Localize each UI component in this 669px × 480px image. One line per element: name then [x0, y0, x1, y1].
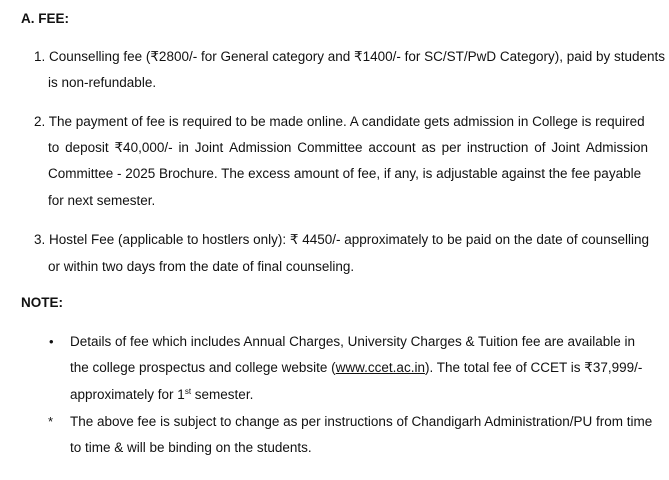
word: to — [48, 140, 60, 155]
word: Joint — [194, 140, 224, 155]
word: per — [441, 140, 462, 155]
item-3-text: Hostel Fee (applicable to hostlers only): ₹ 4450/- approximately to be paid on the date of counselling — [49, 232, 649, 247]
note-2-line-1: The above fee is subject to change as per instructions of Chandigarh Administration/PU from time — [70, 414, 653, 429]
note-1-superscript: st — [184, 387, 192, 396]
note-1-line-3-after: semester. — [191, 387, 254, 402]
word: Committee — [297, 140, 363, 155]
section-a-heading: A. FEE: — [21, 11, 70, 26]
item-2-line-4: for next semester. — [48, 193, 156, 208]
word: of — [534, 140, 546, 155]
item-3-line-1 — [34, 232, 649, 248]
item-2-line-2 — [48, 140, 648, 156]
item-2-line-3: Committee - 2025 Brochure. The excess amount of fee, if any, is adjustable against the fee payable — [48, 166, 642, 181]
word: instruction — [466, 140, 529, 155]
word: Joint — [551, 140, 580, 155]
item-1-number: 1. — [34, 49, 46, 64]
item-2-number: 2. — [34, 114, 46, 129]
word: account — [368, 140, 416, 155]
college-website-link[interactable]: www.ccet.ac.in — [335, 360, 425, 375]
note-1-line-1: Details of fee which includes Annual Charges, University Charges & Tuition fee are available in — [70, 334, 636, 349]
word: Admission — [229, 140, 292, 155]
note-heading: NOTE: — [21, 295, 63, 310]
word: Admission — [585, 140, 648, 155]
item-1-line-1 — [34, 49, 665, 65]
note-1-line-2 — [70, 360, 642, 376]
item-2-line-1 — [34, 114, 645, 130]
item-3-number: 3. — [34, 232, 46, 247]
note-1-line-3 — [70, 387, 253, 403]
note-1-line-3-before: approximately for 1 — [70, 387, 185, 402]
note-1-line-2-before: the college prospectus and college website ( — [70, 360, 336, 375]
asterisk-icon: * — [48, 414, 54, 429]
word: deposit — [65, 140, 109, 155]
word: in — [178, 140, 189, 155]
word: as — [421, 140, 436, 155]
note-2-line-2: to time & will be binding on the students. — [70, 440, 312, 455]
note-1-line-2-after: ). The total fee of CCET is ₹37,999/- — [424, 360, 643, 375]
item-1-line-2: is non-refundable. — [48, 75, 157, 90]
word: ₹40,000/- — [114, 140, 173, 155]
item-2-text: The payment of fee is required to be made online. A candidate gets admission in College is required — [48, 114, 645, 129]
item-3-line-2: or within two days from the date of final counseling. — [48, 259, 355, 274]
item-1-text: Counselling fee (₹2800/- for General category and ₹1400/- for SC/ST/PwD Category), paid by students — [49, 49, 666, 64]
bullet-dot-icon: • — [49, 334, 54, 349]
